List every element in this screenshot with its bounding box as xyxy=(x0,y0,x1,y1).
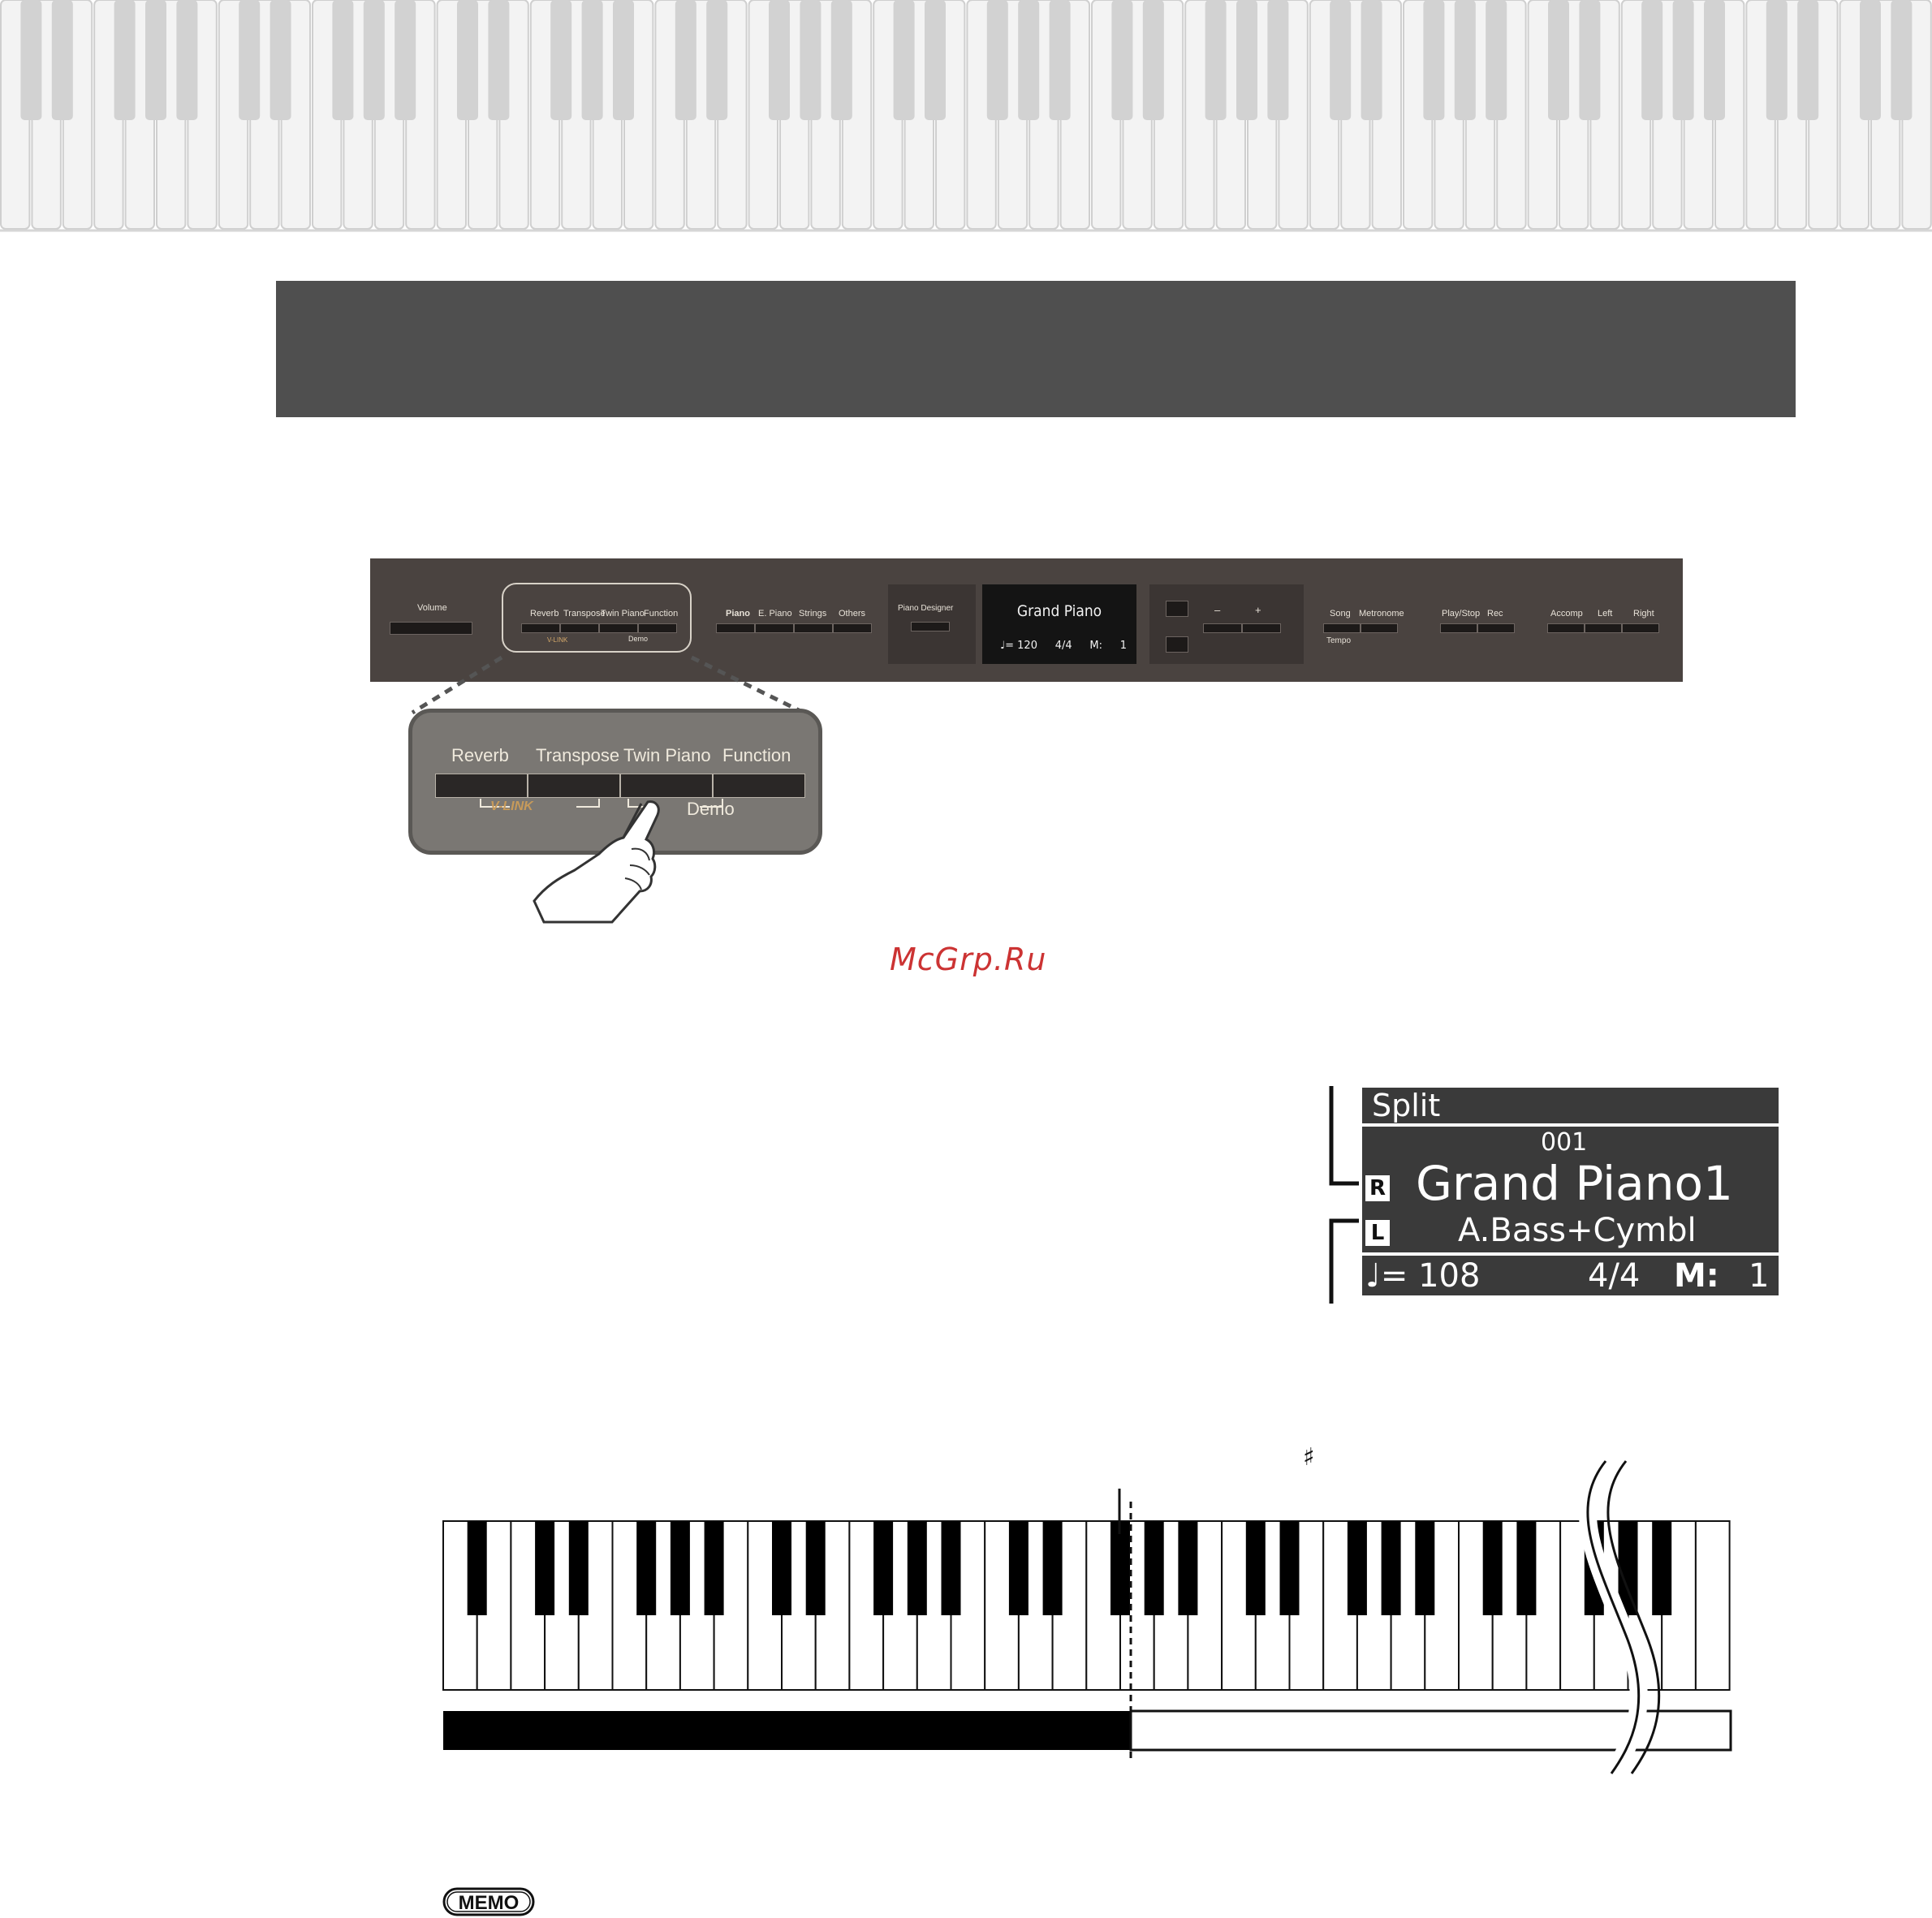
sharp-symbol: ♯ xyxy=(1303,1443,1315,1472)
decorative-black-key xyxy=(1143,0,1164,120)
cursor-value-area xyxy=(1149,584,1304,664)
black-key xyxy=(1516,1521,1536,1615)
decorative-black-key xyxy=(270,0,291,120)
decorative-black-key xyxy=(1361,0,1382,120)
decorative-black-key xyxy=(1891,0,1912,120)
decorative-black-key xyxy=(1267,0,1288,120)
black-key xyxy=(1145,1521,1164,1615)
decorative-black-key xyxy=(20,0,41,120)
e-piano-label: E. Piano xyxy=(758,609,792,619)
decorative-black-key xyxy=(1423,0,1444,120)
metronome-button[interactable] xyxy=(1361,623,1398,633)
right-tone-name: Grand Piano1 xyxy=(1416,1156,1733,1211)
transpose-label-small: Transpose xyxy=(563,609,606,619)
plus-label: + xyxy=(1255,604,1261,616)
display-measure: 1 xyxy=(1119,640,1127,652)
right-label: Right xyxy=(1633,609,1654,619)
reverb-button[interactable] xyxy=(435,774,528,798)
black-key xyxy=(1280,1521,1300,1615)
lcd-callout-bracket xyxy=(1328,1084,1361,1305)
transpose-button[interactable] xyxy=(528,774,620,798)
piano-designer-button[interactable] xyxy=(911,622,950,631)
decorative-black-key xyxy=(1766,0,1788,120)
song-button[interactable] xyxy=(1323,623,1361,633)
piano-label: Piano xyxy=(726,609,750,619)
lcd-tone-number: 001 xyxy=(1541,1128,1588,1157)
lcd-tempo: ♩= 108 xyxy=(1365,1257,1481,1295)
e-piano-button[interactable] xyxy=(755,623,794,633)
decorative-black-key xyxy=(52,0,73,120)
decorative-black-key xyxy=(925,0,946,120)
decorative-black-key xyxy=(1641,0,1662,120)
function-button[interactable] xyxy=(713,774,805,798)
twin-piano-label: Twin Piano xyxy=(623,745,711,765)
black-key xyxy=(671,1521,690,1615)
rec-button[interactable] xyxy=(1477,623,1515,633)
twin-piano-button[interactable] xyxy=(620,774,713,798)
decorative-black-key xyxy=(1455,0,1476,120)
display-status-row xyxy=(1000,640,1127,652)
decorative-black-key xyxy=(1205,0,1227,120)
transpose-button-small[interactable] xyxy=(560,623,599,633)
left-tone-name: A.Bass+Cymbl xyxy=(1458,1212,1697,1249)
decorative-black-key xyxy=(114,0,136,120)
decorative-black-key xyxy=(550,0,571,120)
black-key xyxy=(1178,1521,1197,1615)
display-beat: 4/4 xyxy=(1054,640,1072,652)
black-key xyxy=(705,1521,724,1615)
left-zone-bar xyxy=(443,1711,1131,1750)
split-point-keyboard-diagram xyxy=(438,1453,1737,1778)
decorative-black-key xyxy=(800,0,821,120)
decorative-black-key xyxy=(613,0,634,120)
song-label: Song xyxy=(1330,609,1351,619)
twin-piano-button-small[interactable] xyxy=(599,623,638,633)
left-button[interactable] xyxy=(1585,623,1622,633)
decorative-black-key xyxy=(488,0,509,120)
black-key xyxy=(1652,1521,1671,1615)
strings-label: Strings xyxy=(799,609,827,619)
keyboard-keys xyxy=(443,1521,1730,1690)
decorative-black-key xyxy=(1111,0,1132,120)
right-part-badge: R xyxy=(1365,1175,1390,1201)
piano-button[interactable] xyxy=(716,623,755,633)
vlink-logo: V-LINK xyxy=(490,800,533,813)
plus-button[interactable] xyxy=(1242,623,1281,633)
rec-label: Rec xyxy=(1487,609,1503,619)
display-tone-name: Grand Piano xyxy=(1016,602,1102,620)
others-label: Others xyxy=(839,609,866,619)
piano-designer-area xyxy=(888,584,976,664)
vlink-label-small: V-LINK xyxy=(547,636,568,644)
play-stop-label: Play/Stop xyxy=(1442,609,1481,619)
demo-label: Demo xyxy=(687,799,735,819)
pointing-hand-icon xyxy=(534,800,656,922)
reverb-label: Reverb xyxy=(451,745,509,765)
black-key xyxy=(1043,1521,1063,1615)
black-key xyxy=(942,1521,961,1615)
piano-designer-label: Piano Designer xyxy=(898,604,954,613)
song-metronome-area xyxy=(1312,584,1417,664)
accomp-label: Accomp xyxy=(1550,609,1583,619)
black-key xyxy=(1415,1521,1434,1615)
black-key xyxy=(1348,1521,1367,1615)
memo-label: MEMO xyxy=(458,1892,520,1914)
minus-button[interactable] xyxy=(1203,623,1242,633)
display-tempo: ♩= 120 xyxy=(1000,640,1037,652)
lcd-status-row xyxy=(1362,1256,1779,1295)
decorative-black-key xyxy=(831,0,852,120)
decorative-black-key xyxy=(706,0,727,120)
lcd-main-row xyxy=(1362,1127,1779,1252)
memo-badge xyxy=(442,1887,535,1916)
decorative-black-key xyxy=(1579,0,1600,120)
watermark-text: McGrp.Ru xyxy=(890,942,1047,977)
lcd-title: Split xyxy=(1372,1088,1441,1123)
reverb-button-small[interactable] xyxy=(521,623,560,633)
function-label-small: Function xyxy=(644,609,679,619)
function-button-small[interactable] xyxy=(638,623,677,633)
decorative-black-key xyxy=(675,0,696,120)
function-label: Function xyxy=(722,745,791,765)
black-key xyxy=(908,1521,927,1615)
decorative-black-key xyxy=(1486,0,1507,120)
decorative-black-key xyxy=(332,0,353,120)
decorative-black-key xyxy=(1050,0,1071,120)
decorative-black-key xyxy=(769,0,790,120)
black-key xyxy=(468,1521,487,1615)
left-label: Left xyxy=(1598,609,1613,619)
section-header-bar xyxy=(276,281,1796,417)
split-lcd-display xyxy=(1362,1088,1779,1295)
decorative-black-key xyxy=(1704,0,1725,120)
decorative-black-key xyxy=(582,0,603,120)
left-part-badge: L xyxy=(1365,1220,1390,1246)
others-button[interactable] xyxy=(833,623,872,633)
lcd-measure-label: M: xyxy=(1674,1257,1719,1295)
decorative-black-key xyxy=(1797,0,1818,120)
decorative-black-key xyxy=(1236,0,1257,120)
volume-label: Volume xyxy=(417,603,447,613)
decorative-black-key xyxy=(1330,0,1351,120)
black-key xyxy=(772,1521,791,1615)
black-key xyxy=(1009,1521,1029,1615)
volume-slider[interactable] xyxy=(390,622,472,635)
lcd-measure: 1 xyxy=(1749,1257,1770,1295)
decorative-keyboard-header xyxy=(0,0,1932,235)
decorative-black-key xyxy=(176,0,197,120)
accomp-button[interactable] xyxy=(1547,623,1585,633)
decorative-black-key xyxy=(364,0,385,120)
black-key xyxy=(1382,1521,1401,1615)
panel-display xyxy=(982,584,1136,664)
decorative-black-key xyxy=(1018,0,1039,120)
white-key xyxy=(1696,1521,1730,1690)
strings-button[interactable] xyxy=(794,623,833,633)
down-button[interactable] xyxy=(1166,636,1188,653)
tempo-label: Tempo xyxy=(1326,636,1352,645)
right-button[interactable] xyxy=(1622,623,1659,633)
decorative-black-key xyxy=(1860,0,1881,120)
play-stop-button[interactable] xyxy=(1440,623,1477,633)
black-key xyxy=(1483,1521,1503,1615)
black-key xyxy=(1110,1521,1130,1615)
decorative-black-key xyxy=(239,0,260,120)
metronome-label: Metronome xyxy=(1359,609,1404,619)
decorative-black-key xyxy=(987,0,1008,120)
minus-label: – xyxy=(1214,604,1221,616)
reverb-label-small: Reverb xyxy=(530,609,559,619)
twin-piano-label-small: Twin Piano xyxy=(601,609,645,619)
black-key xyxy=(636,1521,656,1615)
transpose-label: Transpose xyxy=(536,745,620,765)
black-key xyxy=(569,1521,589,1615)
lcd-beat: 4/4 xyxy=(1588,1257,1641,1295)
lcd-title-row xyxy=(1362,1088,1779,1123)
decorative-black-key xyxy=(1548,0,1569,120)
decorative-black-key xyxy=(1673,0,1694,120)
black-key xyxy=(535,1521,554,1615)
decorative-black-key xyxy=(395,0,416,120)
zoomed-button-group xyxy=(408,709,822,855)
up-button[interactable] xyxy=(1166,601,1188,617)
display-measure-label: M: xyxy=(1089,640,1102,652)
decorative-black-key xyxy=(894,0,915,120)
black-key xyxy=(873,1521,893,1615)
decorative-black-key xyxy=(457,0,478,120)
black-key xyxy=(1246,1521,1266,1615)
demo-label-small: Demo xyxy=(628,635,649,643)
decorative-black-key xyxy=(145,0,166,120)
black-key xyxy=(806,1521,826,1615)
